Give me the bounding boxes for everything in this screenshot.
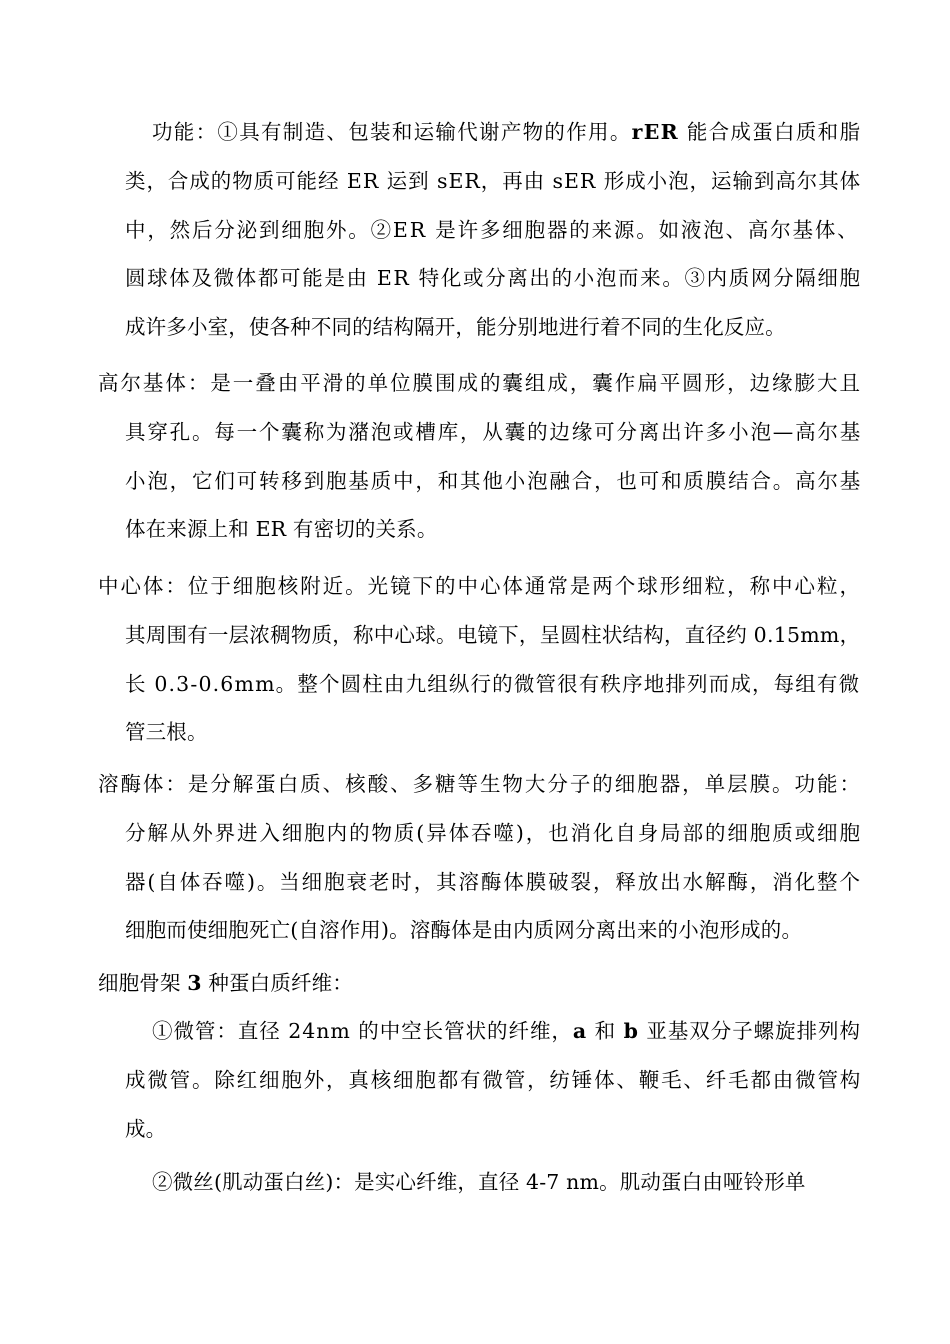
text-line [125, 670, 860, 698]
text-line [125, 264, 862, 292]
bold-text-run: 3 [187, 971, 202, 995]
text-line [125, 621, 860, 649]
text-run: ②微丝(肌动蛋白丝)：是实心纤维，直径 4-7 nm。肌动蛋白由哑铃形单 [152, 1170, 806, 1194]
text-run: 圆球体及微体都可能是由 ER 特化或分离出的小泡而来。③内质网分隔细胞 [125, 266, 862, 291]
text-run: 分解从外界进入细胞内的物质(异体吞噬)，也消化自身局部的细胞质或细胞 [125, 820, 862, 845]
text-line [152, 1168, 806, 1196]
text-run: 其周围有一层浓稠物质，称中心球。电镜下，呈圆柱状结构，直径约 0.15mm， [125, 622, 861, 647]
text-run: 细胞骨架 [98, 971, 188, 995]
text-run: 管三根。 [125, 720, 208, 745]
bold-text-run: rER [631, 120, 680, 144]
text-run: 类，合成的物质可能经 ER 运到 sER，再由 sER 形成小泡，运输到高尔其体 [125, 168, 862, 193]
text-run: 中，然后分泌到细胞外。②ER 是许多细胞器的来源。如液泡、高尔基体、 [125, 217, 860, 242]
text-run: 溶酶体：是分解蛋白质、核酸、多糖等生物大分子的细胞器，单层膜。功能： [98, 772, 862, 796]
text-line [125, 916, 802, 944]
text-line [152, 1017, 861, 1045]
bold-text-run: b [623, 1019, 639, 1043]
text-run: 高尔基体：是一叠由平滑的单位膜围成的囊组成，囊作扁平圆形，边缘膨大且 [98, 371, 862, 395]
text-line [125, 819, 862, 847]
text-line [125, 313, 786, 341]
text-line [125, 515, 437, 543]
text-line [125, 467, 862, 495]
text-line [125, 1066, 862, 1094]
text-run: 小泡，它们可转移到胞基质中，和其他小泡融合，也可和质膜结合。高尔基 [125, 468, 863, 493]
text-line [125, 1115, 166, 1143]
text-run: 成许多小室，使各种不同的结构隔开，能分别地进行着不同的生化反应。 [125, 315, 786, 340]
text-run: 长 0.3-0.6mm。整个圆柱由九组纵行的微管很有秩序地排列而成，每组有微 [125, 671, 861, 696]
text-run: 具穿孔。每一个囊称为潴泡或槽库，从囊的边缘可分离出许多小泡—高尔基 [125, 419, 863, 444]
text-line [125, 418, 862, 446]
text-line [152, 118, 861, 146]
text-line [125, 216, 860, 244]
text-run: 和 [587, 1019, 624, 1043]
text-line [98, 770, 862, 798]
text-run: 种蛋白质纤维： [201, 971, 353, 995]
text-run: 中心体：位于细胞核附近。光镜下的中心体通常是两个球形细粒，称中心粒， [98, 574, 862, 598]
text-run: 亚基双分子螺旋排列构 [638, 1019, 861, 1043]
text-line [125, 868, 862, 896]
text-line [98, 969, 353, 997]
text-line [98, 369, 862, 397]
text-run: 功能：①具有制造、包装和运输代谢产物的作用。 [152, 120, 632, 144]
text-run: ①微管：直径 24nm 的中空长管状的纤维， [152, 1019, 573, 1043]
text-run: 体在来源上和 ER 有密切的关系。 [125, 517, 438, 542]
text-run: 器(自体吞噬)。当细胞衰老时，其溶酶体膜破裂，释放出水解酶，消化整个 [125, 869, 862, 894]
text-run: 细胞而使细胞死亡(自溶作用)。溶酶体是由内质网分离出来的小泡形成的。 [125, 918, 803, 943]
text-run: 成微管。除红细胞外，真核细胞都有微管，纺锤体、鞭毛、纤毛都由微管构 [125, 1067, 863, 1092]
bold-text-run: a [572, 1019, 588, 1043]
text-run: 成。 [125, 1116, 167, 1141]
text-line [125, 718, 208, 746]
text-line [125, 167, 861, 195]
text-run: 能合成蛋白质和脂 [679, 120, 862, 144]
text-line [98, 572, 862, 600]
